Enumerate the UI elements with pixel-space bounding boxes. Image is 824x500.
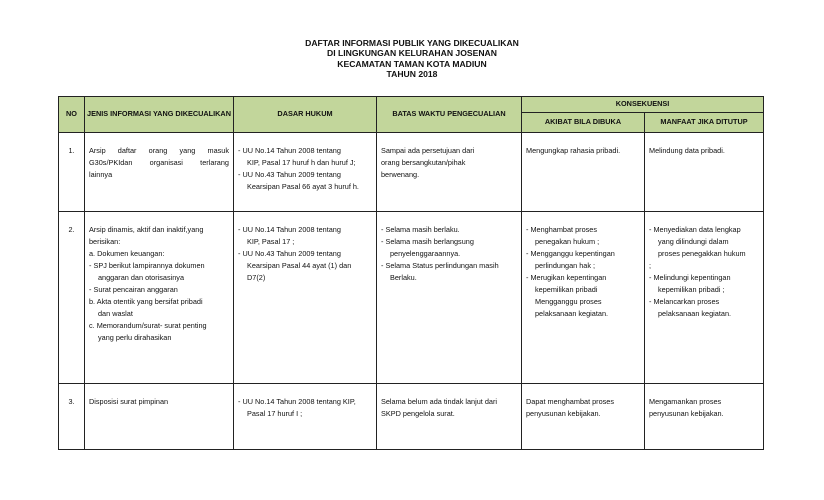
- cell-line: kepemilikan pribadi ;: [658, 285, 725, 294]
- cell-line: ;: [649, 261, 652, 270]
- cell-dasar: [234, 133, 377, 212]
- cell-line: - Mengganggu kepentingan: [526, 249, 615, 258]
- cell-line: penegakan hukum ;: [535, 237, 600, 246]
- cell-line: KIP, Pasal 17 ;: [247, 237, 295, 246]
- cell-line: - Surat pencairan anggaran: [89, 285, 178, 294]
- cell-line: yang perlu dirahasikan: [98, 333, 172, 342]
- cell-line: pelaksanaan kegiatan.: [535, 309, 609, 318]
- cell-line: berisikan:: [89, 237, 121, 246]
- cell-line: - Melancarkan proses: [649, 297, 720, 306]
- cell-line: G30s/PKIdan organisasi terlarang: [89, 158, 229, 167]
- cell-batas: [377, 384, 522, 450]
- cell-line: Mengungkap rahasia pribadi.: [526, 146, 621, 155]
- cell-line: - Menghambat proses: [526, 225, 597, 234]
- cell-line: - UU No.43 Tahun 2009 tentang: [238, 249, 341, 258]
- header-batas: BATAS WAKTU PENGECUALIAN: [377, 97, 522, 133]
- row-number: 3.: [59, 384, 85, 450]
- cell-line: Dapat menghambat proses: [526, 397, 615, 406]
- header-konsekuensi: KONSEKUENSI: [522, 97, 764, 113]
- cell-batas: [377, 212, 522, 384]
- cell-line: Sampai ada persetujuan dari: [381, 146, 475, 155]
- cell-line: perlindungan hak ;: [535, 261, 596, 270]
- cell-line: dan waslat: [98, 309, 133, 318]
- cell-line: penyelenggaraannya.: [390, 249, 461, 258]
- cell-line: Kearsipan Pasal 66 ayat 3 huruf h.: [247, 182, 359, 191]
- header-no: NO: [59, 97, 85, 133]
- cell-akibat: [522, 212, 645, 384]
- cell-manfaat: [645, 384, 764, 450]
- cell-line: - Selama masih berlaku.: [381, 225, 460, 234]
- cell-line: - Melindungi kepentingan: [649, 273, 731, 282]
- cell-line: proses penegakkan hukum: [658, 249, 746, 258]
- cell-manfaat: [645, 133, 764, 212]
- cell-line: Kearsipan Pasal 44 ayat (1) dan: [247, 261, 352, 270]
- row-number: 1.: [59, 133, 85, 212]
- row-number: 2.: [59, 212, 85, 384]
- cell-line: KIP, Pasal 17 huruf h dan huruf J;: [247, 158, 356, 167]
- table-row: [59, 384, 764, 450]
- cell-line: - Menyediakan data lengkap: [649, 225, 741, 234]
- title-line: TAHUN 2018: [386, 69, 438, 80]
- cell-line: berwenang.: [381, 170, 420, 179]
- cell-jenis: [85, 212, 234, 384]
- cell-line: Arsip dinamis, aktif dan inaktif,yang: [89, 225, 204, 234]
- cell-line: orang bersangkutan/pihak: [381, 158, 466, 167]
- header-akibat: AKIBAT BILA DIBUKA: [522, 113, 645, 133]
- cell-jenis: [85, 133, 234, 212]
- cell-line: Melindung data pribadi.: [649, 146, 725, 155]
- cell-line: - Selama Status perlindungan masih: [381, 261, 499, 270]
- cell-manfaat: [645, 212, 764, 384]
- cell-line: penyusunan kebijakan.: [526, 409, 601, 418]
- cell-akibat: [522, 133, 645, 212]
- exempt-info-table: [58, 96, 764, 450]
- cell-line: SKPD pengelola surat.: [381, 409, 455, 418]
- cell-line: yang dilindungi dalam: [658, 237, 729, 246]
- cell-line: - UU No.14 Tahun 2008 tentang KIP,: [238, 397, 356, 406]
- cell-line: pelaksanaan kegiatan.: [658, 309, 732, 318]
- cell-line: b. Akta otentik yang bersifat pribadi: [89, 297, 203, 306]
- cell-line: Berlaku.: [390, 273, 417, 282]
- cell-line: D7(2): [247, 273, 266, 282]
- cell-line: - SPJ berikut lampirannya dokumen: [89, 261, 205, 270]
- cell-line: anggaran dan otorisasinya: [98, 273, 185, 282]
- cell-line: Disposisi surat pimpinan: [89, 397, 169, 406]
- title-line: KECAMATAN TAMAN KOTA MADIUN: [337, 58, 487, 69]
- document-title: [0, 38, 824, 80]
- cell-dasar: [234, 384, 377, 450]
- cell-line: penyusunan kebijakan.: [649, 409, 724, 418]
- cell-akibat: [522, 384, 645, 450]
- cell-line: - UU No.43 Tahun 2009 tentang: [238, 170, 341, 179]
- cell-line: - Selama masih berlangsung: [381, 237, 474, 246]
- title-line: DAFTAR INFORMASI PUBLIK YANG DIKECUALIKAN: [305, 38, 519, 48]
- cell-line: - UU No.14 Tahun 2008 tentang: [238, 225, 341, 234]
- cell-line: Mengamankan proses: [649, 397, 722, 406]
- cell-line: - Merugikan kepentingan: [526, 273, 607, 282]
- cell-line: kepemilikan pribadi: [535, 285, 598, 294]
- cell-line: Selama belum ada tindak lanjut dari: [381, 397, 498, 406]
- cell-line: Arsip daftar orang yang masuk: [89, 146, 229, 155]
- cell-line: Pasal 17 huruf I ;: [247, 409, 303, 418]
- cell-line: - UU No.14 Tahun 2008 tentang: [238, 146, 341, 155]
- title-line: DI LINGKUNGAN KELURAHAN JOSENAN: [327, 48, 497, 59]
- table-row: [59, 133, 764, 212]
- table-row: [59, 212, 764, 384]
- cell-line: lainnya: [89, 170, 113, 179]
- cell-line: c. Memorandum/surat- surat penting: [89, 321, 207, 330]
- header-dasar: DASAR HUKUM: [234, 97, 377, 133]
- cell-line: Mengganggu proses: [535, 297, 602, 306]
- cell-jenis: [85, 384, 234, 450]
- cell-dasar: [234, 212, 377, 384]
- header-manfaat: MANFAAT JIKA DITUTUP: [645, 113, 764, 133]
- cell-line: a. Dokumen keuangan:: [89, 249, 165, 258]
- header-jenis: JENIS INFORMASI YANG DIKECUALIKAN: [85, 97, 234, 133]
- cell-batas: [377, 133, 522, 212]
